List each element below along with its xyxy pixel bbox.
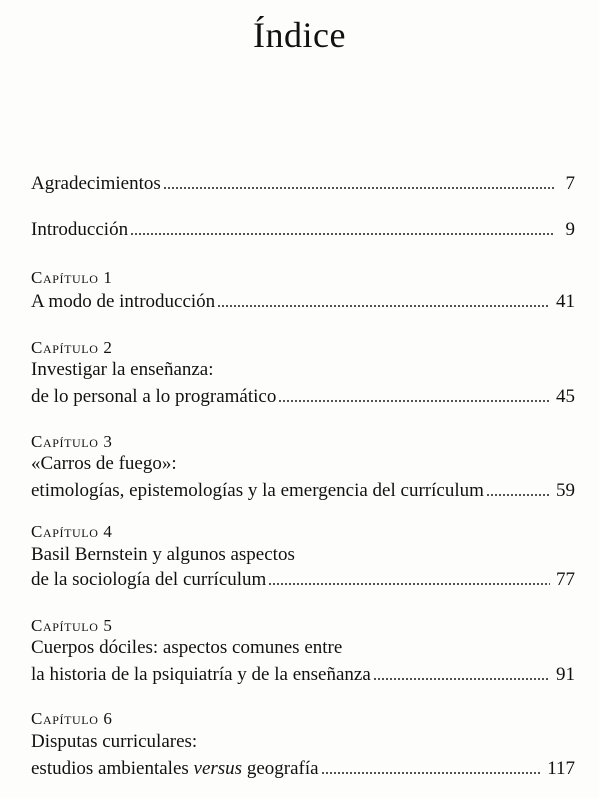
- chapter-label: Capítulo 6: [31, 709, 113, 728]
- toc-entry-title: etimologías, epistemologías y la emergencia del currículum: [31, 480, 484, 501]
- chapter-label: Capítulo 1: [31, 268, 113, 287]
- chapter-label: Capítulo 2: [31, 338, 113, 357]
- toc-entry-chapter-1[interactable]: [31, 291, 575, 313]
- chapter-label: Capítulo 4: [31, 522, 113, 541]
- toc-entry-chapter-5[interactable]: [31, 664, 575, 686]
- dot-leader: [278, 399, 550, 403]
- toc-entry-title-line: Cuerpos dóciles: aspectos comunes entre: [31, 637, 343, 658]
- dot-leader: [130, 232, 555, 236]
- chapter-label: Capítulo 3: [31, 432, 113, 451]
- toc-entry-title: estudios ambientales versus geografía: [31, 758, 319, 779]
- toc-entry-title-line: Investigar la enseñanza:: [31, 359, 214, 380]
- toc-page-number: 9: [565, 219, 575, 240]
- toc-entry-title: de lo personal a lo programático: [31, 386, 277, 407]
- dot-leader: [486, 493, 550, 497]
- toc-page-number: 41: [556, 291, 575, 312]
- toc-page-number: 91: [556, 664, 575, 685]
- toc-entry-chapter-4[interactable]: [31, 569, 575, 591]
- toc-page-number: 7: [565, 173, 575, 194]
- toc-entry-chapter-3[interactable]: [31, 480, 575, 502]
- toc-entry-title: Agradecimientos: [31, 173, 161, 194]
- chapter-label: Capítulo 5: [31, 616, 113, 635]
- dot-leader: [373, 677, 550, 681]
- toc-entry-introduccion[interactable]: [31, 219, 575, 241]
- toc-entry-chapter-6[interactable]: [31, 758, 575, 780]
- toc-entry-title: Introducción: [31, 219, 129, 240]
- toc-page-number: 59: [556, 480, 575, 501]
- dot-leader: [217, 304, 550, 308]
- toc-entry-title: la historia de la psiquiatría y de la enseñanza: [31, 664, 371, 685]
- toc-page-number: 117: [547, 758, 575, 779]
- toc-page-number: 77: [556, 569, 575, 590]
- dot-leader: [163, 186, 555, 190]
- dot-leader: [268, 582, 550, 586]
- toc-entry-title-line: «Carros de fuego»:: [31, 453, 177, 474]
- page-title: Índice: [253, 15, 346, 55]
- toc-entry-agradecimientos[interactable]: [31, 173, 575, 195]
- dot-leader: [321, 771, 542, 775]
- toc-entry-title-line: Basil Bernstein y algunos aspectos: [31, 544, 295, 565]
- toc-entry-title: de la sociología del currículum: [31, 569, 267, 590]
- toc-entry-title: A modo de introducción: [31, 291, 216, 312]
- toc-entry-chapter-2[interactable]: [31, 386, 575, 408]
- italic-word: versus: [193, 758, 243, 779]
- toc-page-number: 45: [556, 386, 575, 407]
- toc-entry-title-line: Disputas curriculares:: [31, 731, 198, 752]
